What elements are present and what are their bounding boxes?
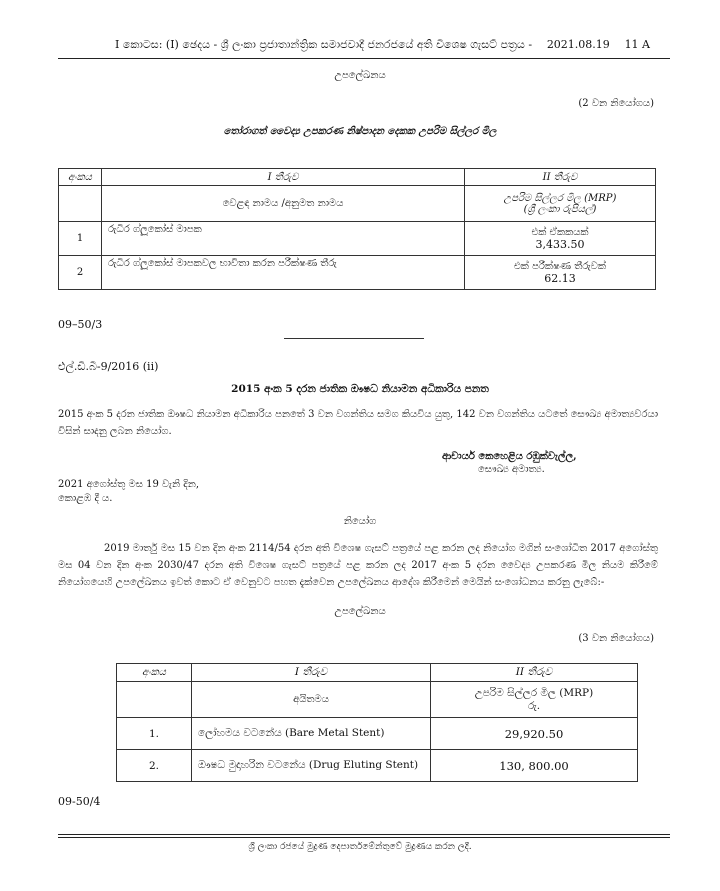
row-number: 2: [59, 256, 102, 290]
row-price: 130, 800.00: [431, 750, 638, 782]
row-price: 29,920.50: [431, 718, 638, 750]
row-number: 2.: [117, 750, 192, 782]
schedule-1-code: 09–50/3: [58, 318, 103, 331]
regulations-body: 2019 මාර්තු මස 15 වන දින අංක 2114/54 දරන අති විශෙෂ ගැසට් පත්‍රයේ පළ කරන ලද නියෝග මගින් සංශෝධිත 2017 අගෝස්තු මස 04 වන දින අංක 2030/47 දරන අති විශෙෂ ගැසට් පත්‍රයේ පළ කරන ලද 2017 අංක 5 දරන වෛද්‍ය උපකරණ මිල නියම කිරීමේ නියෝගයෙහි උපලේඛනය ඉවත් කොට ඒ වෙනුවට පහත දැක්වෙන උපලේඛනය ආදේශ කිරීමෙන් මෙයින් සංශෝධනය කරනු ලැබේ:-: [58, 543, 658, 588]
col-header-number: අංකය: [117, 664, 192, 682]
regulations-heading: නියෝග: [343, 516, 377, 527]
row-unit: එක් ඒකකයක්: [531, 226, 589, 238]
row-number: 1.: [117, 718, 192, 750]
currency-label: රු.: [527, 699, 541, 712]
row-unit: එක් පරීක්ෂණ තීරුවක්: [514, 260, 606, 272]
table-header-row: [117, 664, 638, 682]
order-title: 2015 අංක 5 දරන ජාතික ඖෂධ නියාමන අධිකාරිය පනත: [231, 383, 489, 395]
table-row: [59, 222, 656, 256]
table-header-row: [59, 169, 656, 186]
schedule-2-table: [116, 663, 638, 782]
col-header-1: I තීරුව: [102, 169, 465, 186]
currency-label: (ශ්‍රී ලංකා රුපියල්): [523, 203, 597, 215]
signature-block: [442, 450, 577, 476]
col-subheader-2: [431, 682, 638, 718]
order-reference: එල්.ඩී.බී-9/2016 (ii): [58, 360, 159, 373]
col-header-2: II තීරුව: [431, 664, 638, 682]
schedule-2-code: 09-50/4: [58, 795, 101, 808]
header-title: I කොටස: (I) ඡෙදය - ශ්‍රී ලංකා ප්‍රජාතාන්ත්‍රික සමාජවාදී ජනරජයේ අති විශෙෂ ගැසට් පත්‍රය -: [115, 38, 533, 51]
table-row: [59, 256, 656, 290]
order-date: 2021 අගෝස්තු මස 19 වැනි දින,: [58, 479, 200, 490]
row-name: රුධිර ග්ලූකෝස් මාපකවල භාවිතා කරන පරීක්ෂණ තීරු: [102, 256, 465, 290]
page-header: [115, 38, 650, 52]
date-place: [58, 478, 199, 506]
page-number: 11 A: [624, 38, 650, 51]
row-price: 62.13: [544, 271, 576, 285]
schedule-1-table: [58, 168, 656, 290]
col-header-number: අංකය: [59, 169, 102, 186]
header-divider: [58, 58, 670, 59]
col-subheader-2: [465, 186, 656, 222]
footer-rule-bottom: [58, 837, 670, 838]
schedule-1-title: උපලේඛනය: [334, 70, 386, 81]
row-price: 3,433.50: [535, 237, 585, 251]
row-name: රුධිර ග්ලූකෝස් මාපක: [102, 222, 465, 256]
row-name: ඖෂධ මුදාහරින වටනේය (Drug Eluting Stent): [192, 750, 431, 782]
row-price-cell: [465, 222, 656, 256]
schedule-1-ref: (2 වන නියෝගය): [578, 98, 654, 109]
printer-note: ශ්‍රී ලංකා රජයේ මුද්‍රණ දෙපාර්තමේන්තුවේ මුද්‍රණය කරන ලදී.: [248, 842, 472, 852]
schedule-2-ref: (3 වන නියෝගය): [578, 633, 654, 644]
table-row: [117, 750, 638, 782]
section-divider: [284, 338, 424, 339]
footer-rule-top: [58, 834, 670, 835]
row-price-cell: [465, 256, 656, 290]
order-place: කොළඹ දී ය.: [58, 493, 113, 504]
row-name: ලෝහමය වටනේය (Bare Metal Stent): [192, 718, 431, 750]
signer-name: ආචාර්ය කෙහෙළිය රඹුක්වැල්ල,: [442, 451, 577, 462]
row-number: 1: [59, 222, 102, 256]
col-subheader-1: වෙළඳ නාමය /අනුමත නාමය: [102, 186, 465, 222]
col-header-1: I තීරුව: [192, 664, 431, 682]
col-subheader-1: අයිතමය: [192, 682, 431, 718]
schedule-1-subtitle: තෝරාගත් වෛද්‍ය උපකරණ නිෂ්පාදන දෙකක උපරිම සිල්ලර මිල: [223, 126, 497, 137]
order-preamble: 2015 අංක 5 දරන ජාතික ඖෂධ නියාමන අධිකාරිය පනතේ 3 වන වගන්තිය සමග කියවිය යුතු, 142 වන වගන්තිය යටතේ සෞඛ්‍ය අමාත්‍යවරයා විසින් සාදනු ලබන නියෝග.: [58, 409, 658, 437]
schedule-2-title: උපලේඛනය: [334, 606, 386, 617]
table-subheader-row: [117, 682, 638, 718]
header-date: 2021.08.19: [546, 38, 610, 51]
signer-title: සෞඛ්‍ය අමාත්‍ය.: [478, 464, 545, 475]
mrp-label: උපරිම සිල්ලර මිල (MRP): [474, 686, 594, 699]
mrp-label: උපරිම සිල්ලර මිල (MRP): [503, 192, 617, 204]
col-header-2: II තීරුව: [465, 169, 656, 186]
table-subheader-row: [59, 186, 656, 222]
table-row: [117, 718, 638, 750]
